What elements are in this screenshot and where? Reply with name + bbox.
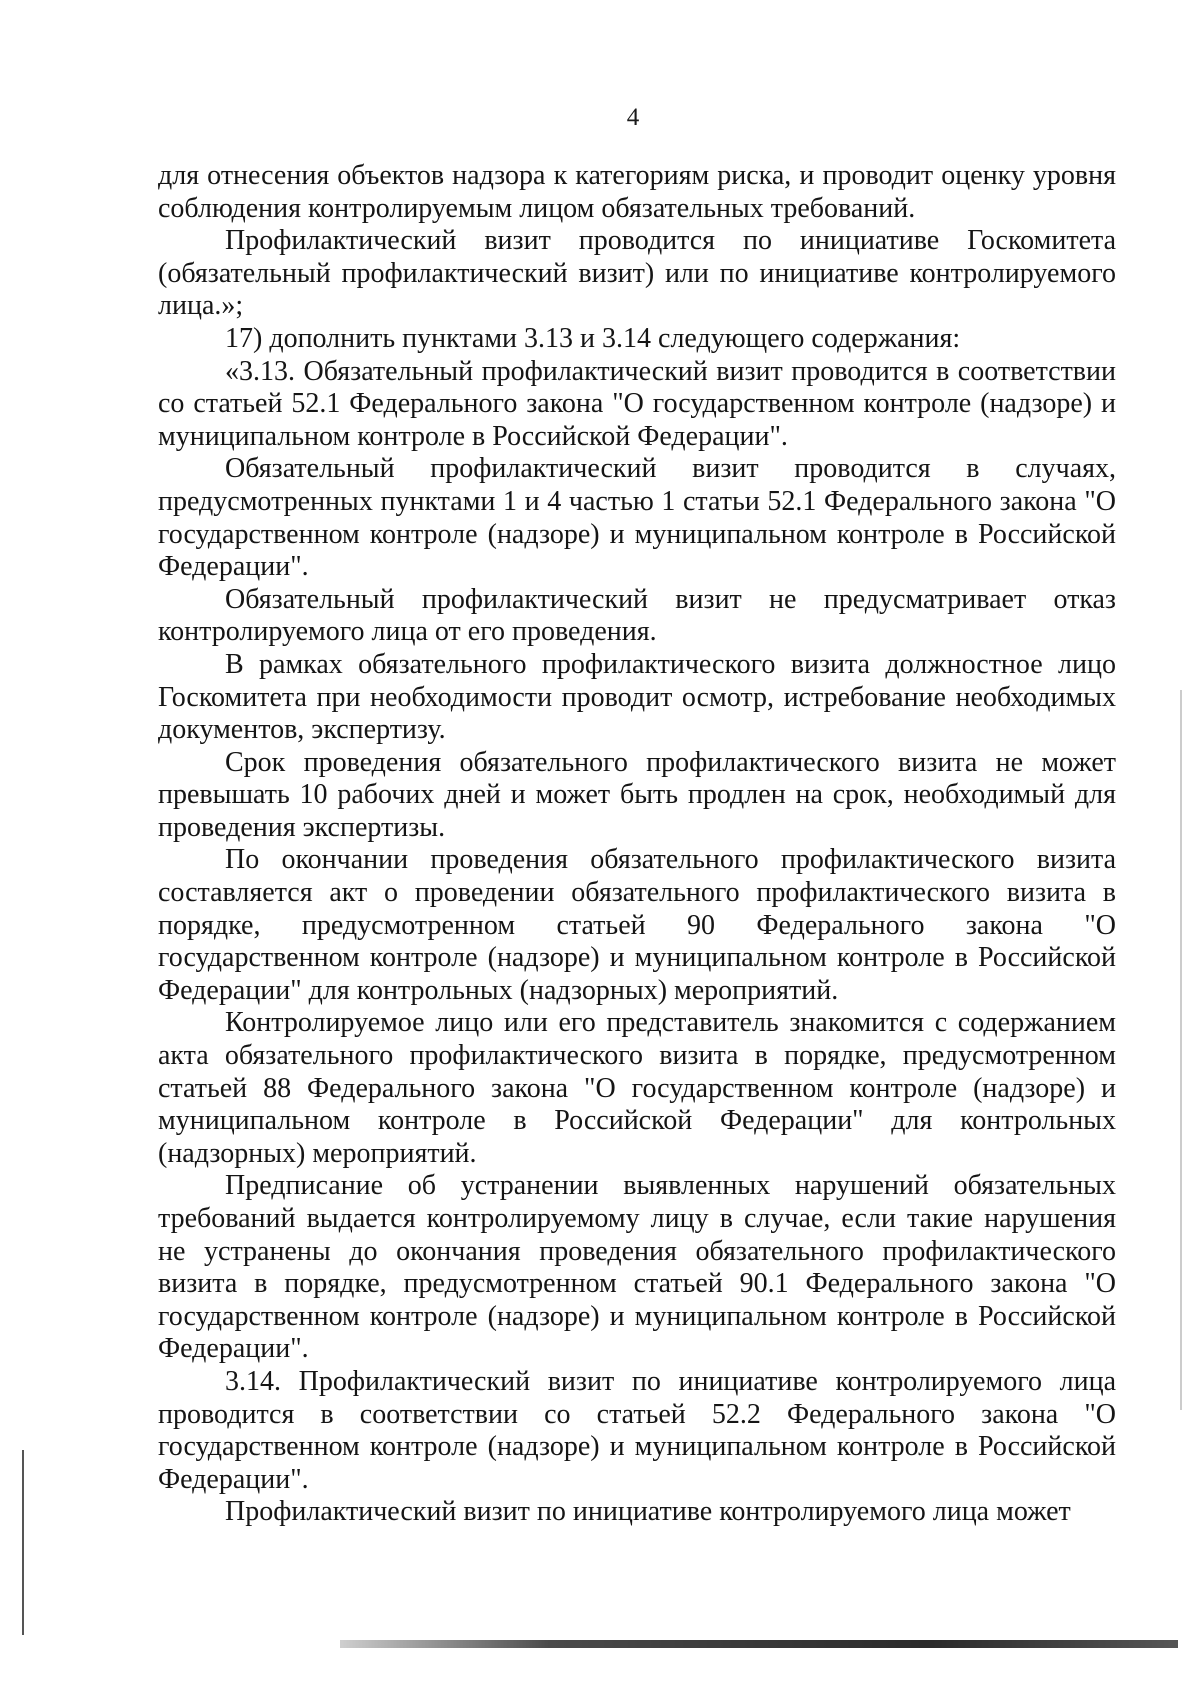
paragraph-clause-3-14: 3.14. Профилактический визит по инициативе контролируемого лица проводится в соответствии со статьей 52.2 Федерального закона "О государственном контроле (надзоре) и муниципальном контроле в Российской Федерации". [158,1365,1116,1495]
paragraph-familiarization: Контролируемое лицо или его представитель знакомится с содержанием акта обязательного профилактического визита в порядке, предусмотренном статьей 88 Федерального закона "О государственном контроле (надзоре) и муниципальном контроле в Российской Федерации" для контрольных (надзорных) мероприятий. [158,1007,1116,1169]
paragraph-mandatory-cases: Обязательный профилактический визит проводится в случаях, предусмотренных пунктами 1 и 4 частью 1 статьи 52.1 Федерального закона "О государственном контроле (надзоре) и муниципальном контроле в Российской Федерации". [158,453,1116,583]
paragraph-continuation: для отнесения объектов надзора к категориям риска, и проводит оценку уровня соблюдения контролируемым лицом обязательных требований. [158,160,1116,224]
paragraph-amendment-17: 17) дополнить пунктами 3.13 и 3.14 следующего содержания: [225,322,961,354]
paragraph-final: Профилактический визит по инициативе контролируемого лица может [225,1496,1071,1528]
page-number: 4 [626,104,640,131]
paragraph-act: По окончании проведения обязательного профилактического визита составляется акт о проведении обязательного профилактического визита в порядке, предусмотренном статьей 90 Федерального закона "О государственном контроле (надзоре) и муниципальном контроле в Российской Федерации" для контрольных (надзорных) мероприятий. [158,844,1116,1006]
paragraph-inspection-scope: В рамках обязательного профилактического визита должностное лицо Госкомитета при необходимости проводит осмотр, истребование необходимых документов, экспертизу. [158,648,1116,746]
scan-margin-line-left [22,1450,24,1635]
paragraph-clause-3-13: «3.13. Обязательный профилактический визит проводится в соответствии со статьей 52.1 Федерального закона "О государственном контроле (надзоре) и муниципальном контроле в Российской Федерации". [158,355,1116,452]
paragraph-prescription: Предписание об устранении выявленных нарушений обязательных требований выдается контролируемому лицу в случае, если такие нарушения не устранены до окончания проведения обязательного профилактического визита в порядке, предусмотренном статьей 90.1 Федерального закона "О государственном контроле (надзоре) и муниципальном контроле в Российской Федерации". [158,1170,1116,1365]
scan-bottom-edge [340,1640,1178,1648]
scan-margin-line-right [1180,690,1182,1410]
document-body [158,160,1116,1529]
paragraph-duration: Срок проведения обязательного профилактического визита не может превышать 10 рабочих дней и может быть продлен на срок, необходимый для проведения экспертизы. [158,746,1116,843]
paragraph-visit-initiative: Профилактический визит проводится по инициативе Госкомитета (обязательный профилактический визит) или по инициативе контролируемого лица.»; [158,225,1116,322]
paragraph-no-refusal: Обязательный профилактический визит не предусматривает отказ контролируемого лица от его проведения. [158,583,1116,648]
